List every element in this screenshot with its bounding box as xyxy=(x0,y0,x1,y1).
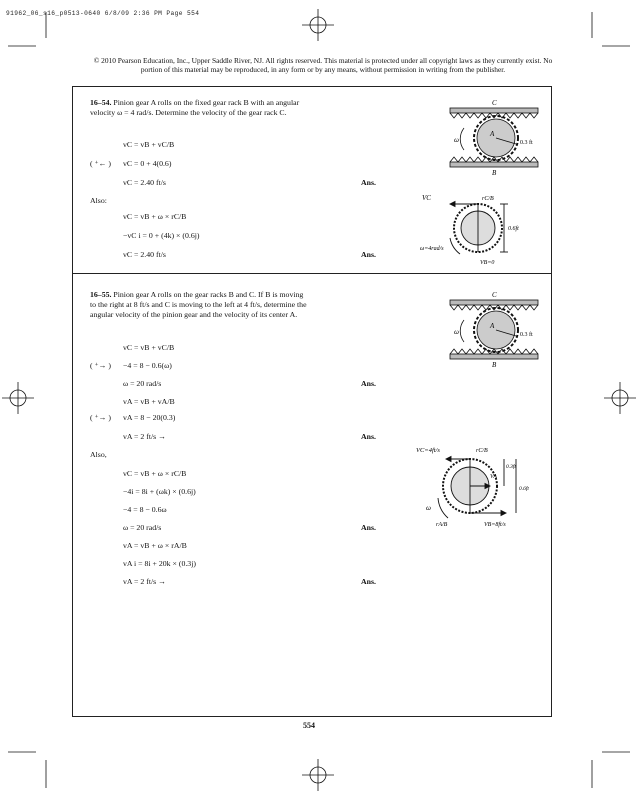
p1-eq2: vC = 0 + 4(0.6) xyxy=(123,159,172,168)
p2-eq11: vA = vB + ω × rA/B xyxy=(123,541,187,550)
p2-eq2: −4 = 8 − 0.6(ω) xyxy=(123,361,172,370)
p2-eq7: vC = vB + ω × rC/B xyxy=(123,469,187,478)
p2-eq6: vA = 2 ft/s → xyxy=(123,432,166,441)
p1-eq5: −vC i = 0 + (4k) × (0.6j) xyxy=(123,231,200,240)
p2-eq5: vA = 8 − 20(0.3) xyxy=(123,413,176,422)
p2-eq4: vA = vB + vA/B xyxy=(123,397,175,406)
fig2-label-a: A xyxy=(490,322,495,330)
sketch2-va: VA xyxy=(490,474,497,480)
p2-eq12: vA i = 8i + 20k × (0.3j) xyxy=(123,559,196,568)
problem-number: 16–55. xyxy=(90,290,112,299)
p2-also: Also, xyxy=(90,450,107,459)
p1-eq4: vC = vB + ω × rC/B xyxy=(123,212,187,221)
problem-16-54-statement xyxy=(90,98,310,118)
fig2-label-b: B xyxy=(492,361,497,369)
sketch2-rcb: rC/B xyxy=(476,448,488,454)
p1-eq6: vC = 2.40 ft/s xyxy=(123,250,166,259)
p2-eq10: ω = 20 rad/s xyxy=(123,523,162,532)
p1-hand-sketch xyxy=(420,188,550,268)
rack-c xyxy=(450,300,538,305)
rack-b xyxy=(450,354,538,359)
fig1-label-a: A xyxy=(490,130,495,138)
fig2-radius: 0.3 ft xyxy=(520,332,533,338)
p2-hand-sketch xyxy=(412,440,552,540)
p2-gear-rack-figure xyxy=(440,288,550,370)
p1-answer-2: Ans. xyxy=(361,250,376,259)
p2-answer-2: Ans. xyxy=(361,432,376,441)
p1-answer-1: Ans. xyxy=(361,178,376,187)
sketch2-vb: VB=8ft/s xyxy=(484,522,506,528)
p1-eq1: vC = vB + vC/B xyxy=(123,140,175,149)
fig1-label-c: C xyxy=(492,99,497,107)
p1-sign-convention: ( ⁺← ) xyxy=(90,159,112,168)
p2-eq13: vA = 2 ft/s → xyxy=(123,577,166,586)
sketch1-dim: 0.6ft xyxy=(508,226,519,232)
copyright-notice: © 2010 Pearson Education, Inc., Upper Saddle River, NJ. All rights reserved. This material is protected under all copyright laws as they currently exist. No portion of this material may be reproduced, in any form or by any means, without permission in writing from the publisher. xyxy=(93,56,553,74)
problem-text: Pinion gear A rolls on the fixed gear rack B with an angular velocity ω = 4 rad/s. Determine the velocity of the gear rack C. xyxy=(90,98,300,117)
sketch1-vc: VC xyxy=(422,194,431,202)
p2-sign-2: ( ⁺→ ) xyxy=(90,413,112,422)
problem-divider xyxy=(72,273,552,274)
p2-eq9: −4 = 8 − 0.6ω xyxy=(123,505,167,514)
page-number: 554 xyxy=(303,721,315,730)
sketch1-vb: VB=0 xyxy=(480,260,495,266)
sketch1-rcb: rC/B xyxy=(482,196,494,202)
sketch2-rab: rA/B xyxy=(436,522,448,528)
p2-answer-4: Ans. xyxy=(361,577,376,586)
fig2-omega: ω xyxy=(454,328,459,336)
sketch2-vc: VC=4ft/s xyxy=(416,447,440,454)
sketch1-omega: ω=4rad/s xyxy=(420,246,444,252)
p1-gear-rack-figure xyxy=(440,96,550,178)
rack-c xyxy=(450,108,538,113)
p2-sign-1: ( ⁺→ ) xyxy=(90,361,112,370)
print-header: 91962_06_s16_p0513-0640 6/8/09 2:36 PM Page 554 xyxy=(6,10,200,17)
fig2-label-c: C xyxy=(492,291,497,299)
sketch2-d2: 0.6ft xyxy=(519,486,529,492)
fig1-radius: 0.3 ft xyxy=(520,140,533,146)
p2-eq8: −4i = 8i + (ωk) × (0.6j) xyxy=(123,487,196,496)
problem-16-55-statement xyxy=(90,290,310,319)
p2-eq1: vC = vB + vC/B xyxy=(123,343,175,352)
p2-eq3: ω = 20 rad/s xyxy=(123,379,162,388)
p2-answer-3: Ans. xyxy=(361,523,376,532)
problem-text: Pinion gear A rolls on the gear racks B and C. If B is moving to the right at 8 ft/s and C is moving to the left at 4 ft/s, determine the angular velocity of the pinion gear and the velocity of its center A. xyxy=(90,290,307,319)
fig1-label-b: B xyxy=(492,169,497,177)
problem-number: 16–54. xyxy=(90,98,112,107)
p1-eq3: vC = 2.40 ft/s xyxy=(123,178,166,187)
fig1-omega: ω xyxy=(454,136,459,144)
p2-answer-1: Ans. xyxy=(361,379,376,388)
p1-also: Also: xyxy=(90,196,107,205)
rack-b xyxy=(450,162,538,167)
sketch2-omega: ω xyxy=(426,504,431,512)
sketch2-d1: 0.3ft xyxy=(506,464,516,470)
